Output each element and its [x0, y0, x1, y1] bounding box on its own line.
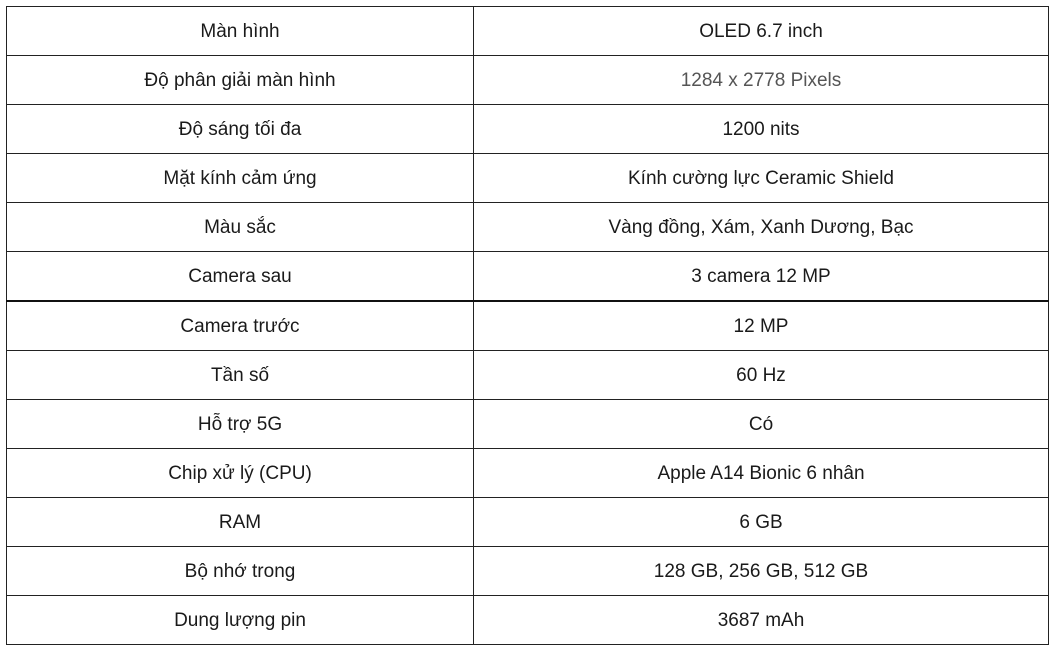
row-value: Apple A14 Bionic 6 nhân: [474, 449, 1049, 498]
row-label: Camera trước: [7, 301, 474, 351]
row-label: Màu sắc: [7, 203, 474, 252]
row-value: Có: [474, 400, 1049, 449]
table-row-storage: [7, 547, 1049, 596]
row-value: Kính cường lực Ceramic Shield: [474, 154, 1049, 203]
row-value: Vàng đồng, Xám, Xanh Dương, Bạc: [474, 203, 1049, 252]
row-label: Tần số: [7, 351, 474, 400]
table-row-5g: [7, 400, 1049, 449]
table-row-ram: [7, 498, 1049, 547]
row-label: Camera sau: [7, 252, 474, 302]
row-value: 1200 nits: [474, 105, 1049, 154]
row-label: Độ phân giải màn hình: [7, 56, 474, 105]
spec-table: [6, 6, 1049, 645]
row-label: RAM: [7, 498, 474, 547]
row-label: Màn hình: [7, 7, 474, 56]
row-label: Chip xử lý (CPU): [7, 449, 474, 498]
row-value: OLED 6.7 inch: [474, 7, 1049, 56]
row-value: 60 Hz: [474, 351, 1049, 400]
table-row-cpu: [7, 449, 1049, 498]
table-row-battery: [7, 596, 1049, 645]
row-value: 3 camera 12 MP: [474, 252, 1049, 302]
row-value: 128 GB, 256 GB, 512 GB: [474, 547, 1049, 596]
row-label: Dung lượng pin: [7, 596, 474, 645]
table-row-resolution: [7, 56, 1049, 105]
row-value: 6 GB: [474, 498, 1049, 547]
row-label: Độ sáng tối đa: [7, 105, 474, 154]
row-label: Mặt kính cảm ứng: [7, 154, 474, 203]
table-row-screen: [7, 7, 1049, 56]
row-label: Hỗ trợ 5G: [7, 400, 474, 449]
table-row-rear-camera: [7, 252, 1049, 302]
table-row-brightness: [7, 105, 1049, 154]
table-row-colors: [7, 203, 1049, 252]
table-row-refresh-rate: [7, 351, 1049, 400]
table-row-front-camera: [7, 301, 1049, 351]
row-value: 1284 x 2778 Pixels: [474, 56, 1049, 105]
row-value: 12 MP: [474, 301, 1049, 351]
row-label: Bộ nhớ trong: [7, 547, 474, 596]
table-row-glass: [7, 154, 1049, 203]
row-value: 3687 mAh: [474, 596, 1049, 645]
spec-table-body: [7, 7, 1049, 645]
